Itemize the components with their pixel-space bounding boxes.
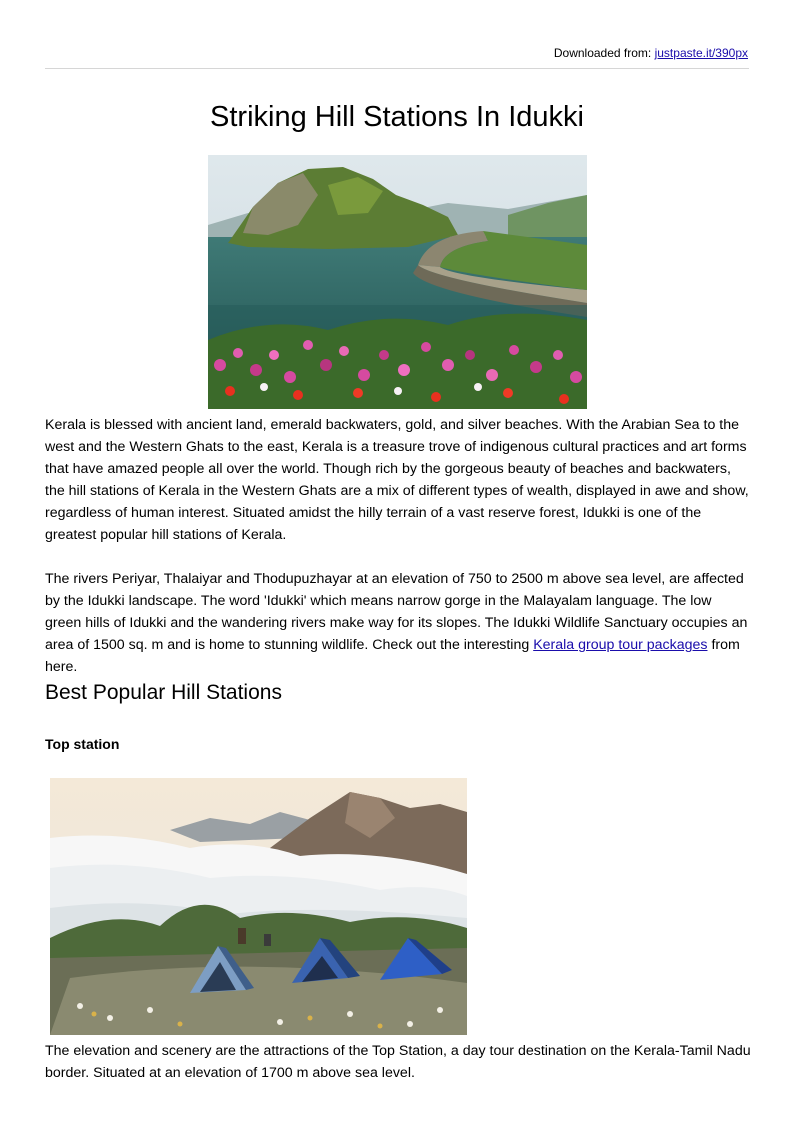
rivers-paragraph-text: The rivers Periyar, Thalaiyar and Thodupuzhayar at an elevation of 750 to 2500 m above sea level, are affected by the Idukki landscape. The word 'Idukki' which means narrow gorge in the Malayalam language. The low green hills of Idukki and the wandering rivers make way for its slopes. The Idukki Wildlife Sanctuary occupies an area of 1500 sq. m and is home to stunning wildlife. Check out the interesting <box>45 571 748 653</box>
section-heading: Best Popular Hill Stations <box>45 681 282 704</box>
top-station-camp-photo <box>50 778 467 1035</box>
intro-paragraph: Kerala is blessed with ancient land, emerald backwaters, gold, and silver beaches. With the Arabian Sea to the west and the Western Ghats to the east, Kerala is a treasure trove of indigenous cultural practices and art forms that have amazed people all over the world. Though rich by the gorgeous beauty of beaches and backwaters, the hill stations of Kerala in the Western Ghats are a mix of different types of wealth, displayed in awe and show, regardless of human interest. Situated amidst the hilly terrain of a vast reserve forest, Idukki is one of the greatest popular hill stations of Kerala. <box>45 417 749 543</box>
downloaded-from-label: Downloaded from: <box>553 46 652 60</box>
header-divider <box>45 68 749 69</box>
source-link[interactable]: justpaste.it/390px <box>654 46 748 60</box>
top-station-paragraph: The elevation and scenery are the attractions of the Top Station, a day tour destination on the Kerala-Tamil Nadu border. Situated at an elevation of 1700 m above sea level. <box>45 1043 751 1081</box>
kerala-tour-packages-link[interactable]: Kerala group tour packages <box>533 637 708 653</box>
rivers-paragraph <box>45 568 751 678</box>
idukki-dam-lake-photo <box>208 155 587 409</box>
rivers-paragraph-tail: from here. <box>45 637 740 675</box>
download-source <box>554 46 748 60</box>
subsection-heading: Top station <box>45 736 120 752</box>
page-title: Striking Hill Stations In Idukki <box>210 101 584 133</box>
